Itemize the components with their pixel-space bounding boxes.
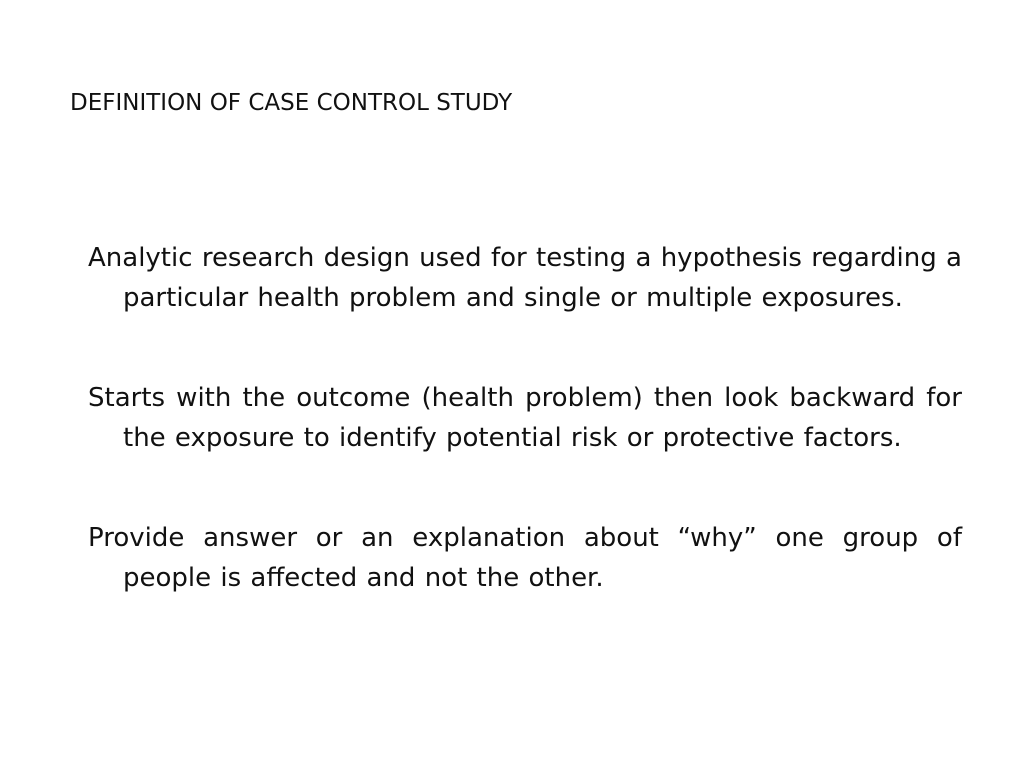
slide-title: DEFINITION OF CASE CONTROL STUDY	[70, 90, 513, 116]
slide-body	[88, 238, 962, 658]
body-paragraph-2: Starts with the outcome (health problem) then look backward for the exposure to identify potential risk or protective factors.	[88, 383, 962, 453]
body-paragraph-3: Provide answer or an explanation about “why” one group of people is affected and not the other.	[88, 523, 962, 593]
body-paragraph-1: Analytic research design used for testing a hypothesis regarding a particular health problem and single or multiple exposures.	[88, 243, 962, 313]
